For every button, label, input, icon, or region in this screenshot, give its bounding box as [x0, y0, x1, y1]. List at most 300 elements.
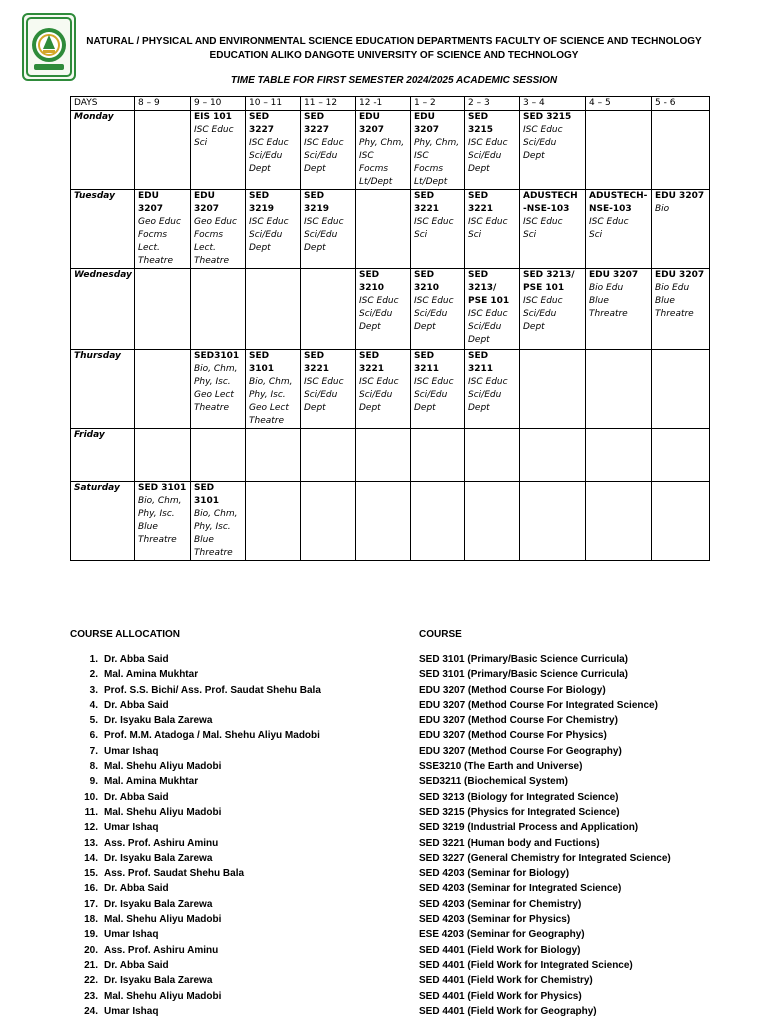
cell-line: Phy, Isc. [194, 522, 231, 532]
lecturer-item [68, 912, 321, 927]
course-code: SED 3215 [468, 112, 494, 135]
timetable-cell [356, 190, 411, 269]
course-item [419, 728, 671, 743]
list-number: 12. [84, 822, 98, 834]
cell-line: Geo Lect [194, 390, 234, 400]
timetable-cell [465, 111, 520, 190]
cell-line: Sci/Edu [304, 151, 338, 161]
cell-line: ISC Educ [304, 377, 344, 387]
university-crest-icon [24, 15, 74, 79]
cell-line: Focms [359, 164, 389, 174]
timetable-cell [652, 350, 710, 429]
cell-line: Theatre [249, 416, 285, 426]
lecturer-item [68, 667, 321, 682]
timetable-cell [301, 482, 356, 561]
cell-line: Threatre [194, 548, 233, 558]
list-number: 17. [84, 898, 98, 910]
course-item-text: SED 4203 (Seminar for Physics) [419, 914, 571, 926]
cell-line: Sci [194, 138, 208, 148]
lecturer-item-text: Dr. Abba Said [104, 699, 169, 711]
course-code: EDU 3207 [589, 270, 639, 280]
timetable-cell [135, 269, 191, 350]
header-slot: 10 – 11 [246, 97, 301, 111]
course-item-text: SED 3213 (Biology for Integrated Science) [419, 791, 619, 803]
list-number: 21. [84, 959, 98, 971]
timetable-cell [301, 429, 356, 482]
cell-line: ISC Educ [194, 125, 234, 135]
timetable-cell [191, 111, 246, 190]
course-code: SED 3221 [304, 351, 330, 374]
cell-line: Sci/Edu [414, 309, 448, 319]
list-number: 24. [84, 1005, 98, 1017]
cell-line: ISC Educ [468, 377, 508, 387]
course-item-text: SED 3101 (Primary/Basic Science Curricula) [419, 669, 628, 681]
cell-line: Phy, Isc. [138, 509, 175, 519]
cell-line: Lt/Dept [414, 177, 448, 187]
timetable [70, 96, 710, 561]
timetable-cell [586, 190, 652, 269]
cell-line: Threatre [655, 309, 694, 319]
cell-line: ISC Educ [589, 217, 629, 227]
lecturer-item-text: Prof. M.M. Atadoga / Mal. Shehu Aliyu Madobi [104, 730, 320, 742]
timetable-cell [356, 429, 411, 482]
course-code: SED 3227 [304, 112, 330, 135]
course-code: EDU 3207 [359, 112, 385, 135]
course-item [419, 927, 671, 942]
list-number: 7. [89, 745, 98, 757]
lecturer-item-text: Umar Ishaq [104, 929, 159, 941]
cell-line: Blue [138, 522, 158, 532]
header-slot: 4 – 5 [586, 97, 652, 111]
timetable-cell [135, 350, 191, 429]
timetable-cell [411, 269, 465, 350]
timetable-cell [191, 429, 246, 482]
cell-line: Theatre [194, 256, 230, 266]
timetable-cell [652, 482, 710, 561]
course-code: SED 3219 [304, 191, 330, 214]
lecturer-item [68, 728, 321, 743]
course-item [419, 683, 671, 698]
cell-line: Phy, Chm, [359, 138, 405, 148]
header-slot: 1 – 2 [411, 97, 465, 111]
list-number: 13. [84, 837, 98, 849]
lecturer-item [68, 744, 321, 759]
lecturer-item-text: Dr. Isyaku Bala Zarewa [104, 715, 213, 727]
cell-line: Blue [655, 296, 675, 306]
timetable-cell [520, 111, 586, 190]
cell-line: ISC Educ [523, 296, 563, 306]
cell-line: Sci/Edu [468, 322, 502, 332]
cell-line: Sci [523, 230, 537, 240]
course-item [419, 774, 671, 789]
cell-line: Focms [194, 230, 224, 240]
course-code: SED 3221 [468, 191, 494, 214]
lecturer-item-text: Dr. Isyaku Bala Zarewa [104, 898, 213, 910]
course-item [419, 713, 671, 728]
cell-line: Geo Educ [138, 217, 181, 227]
header-line-1: NATURAL / PHYSICAL AND ENVIRONMENTAL SCIENCE EDUCATION DEPARTMENTS FACULTY OF SCIENCE AND TECHNOLOGY [86, 36, 702, 47]
cell-line: Theatre [194, 403, 230, 413]
lecturer-item-text: Mal. Amina Mukhtar [104, 776, 199, 788]
timetable-cell [465, 190, 520, 269]
course-code: SED 3101 [138, 483, 187, 493]
cell-line: Sci/Edu [304, 390, 338, 400]
cell-line: Theatre [138, 256, 174, 266]
timetable-cell [356, 482, 411, 561]
lecturer-item-text: Dr. Isyaku Bala Zarewa [104, 852, 213, 864]
cell-line: ISC Educ [414, 217, 454, 227]
course-code: SED 3101 [249, 351, 275, 374]
cell-line: Bio, Chm, [249, 377, 293, 387]
timetable-cell [652, 190, 710, 269]
course-item [419, 790, 671, 805]
course-item [419, 897, 671, 912]
timetable-cell [191, 350, 246, 429]
cell-line: Sci/Edu [249, 230, 283, 240]
cell-line: ISC Educ [523, 125, 563, 135]
lecturer-item [68, 713, 321, 728]
header-line-2: EDUCATION ALIKO DANGOTE UNIVERSITY OF SCIENCE AND TECHNOLOGY [209, 50, 579, 61]
timetable-cell [246, 429, 301, 482]
cell-line: Sci/Edu [468, 151, 502, 161]
list-number: 9. [89, 776, 98, 788]
timetable-cell [520, 350, 586, 429]
timetable-cell [652, 429, 710, 482]
lecturer-item-text: Umar Ishaq [104, 822, 159, 834]
cell-line: Blue [194, 535, 214, 545]
timetable-row-wednesday [71, 269, 710, 350]
cell-line: Sci/Edu [249, 151, 283, 161]
cell-line: Threatre [589, 309, 628, 319]
lecturer-item [68, 958, 321, 973]
course-item [419, 698, 671, 713]
day-label: Wednesday [71, 269, 135, 350]
lecturer-item-text: Ass. Prof. Ashiru Aminu [104, 837, 219, 849]
header-departments [84, 35, 704, 63]
course-item-text: SED 3101 (Primary/Basic Science Curricula) [419, 654, 628, 665]
course-item-text: SED 4203 (Seminar for Integrated Science) [419, 883, 622, 895]
course-item [419, 652, 671, 667]
list-number: 3. [89, 684, 98, 696]
course-code: SED 3215 [523, 112, 572, 122]
timetable-cell [135, 111, 191, 190]
timetable-cell [586, 350, 652, 429]
header-slot: 8 – 9 [135, 97, 191, 111]
lecturer-item-text: Dr. Abba Said [104, 959, 169, 971]
cell-line: Dept [523, 322, 545, 332]
list-number: 1. [89, 654, 98, 665]
timetable-cell [246, 111, 301, 190]
course-code: SED 3221 [359, 351, 385, 374]
cell-line: Bio Edu [589, 283, 624, 293]
cell-line: Dept [414, 322, 436, 332]
cell-line: ISC Educ [249, 138, 289, 148]
timetable-cell [246, 269, 301, 350]
cell-line: Sci [589, 230, 603, 240]
cell-line: Threatre [138, 535, 177, 545]
timetable-cell [246, 482, 301, 561]
header-slot: 5 - 6 [652, 97, 710, 111]
cell-line: Bio Edu [655, 283, 690, 293]
course-column-title: COURSE [419, 629, 462, 640]
timetable-cell [246, 190, 301, 269]
day-label: Tuesday [71, 190, 135, 269]
lecturer-item [68, 805, 321, 820]
timetable-cell [191, 190, 246, 269]
cell-line: Dept [249, 243, 271, 253]
cell-line: Sci/Edu [359, 309, 393, 319]
timetable-cell [301, 350, 356, 429]
course-item [419, 836, 671, 851]
cell-line: ISC Educ [468, 217, 508, 227]
course-item-text: SED 4401 (Field Work for Integrated Science) [419, 959, 633, 971]
course-item [419, 1004, 671, 1019]
cell-line: Dept [468, 335, 490, 345]
course-list [419, 652, 671, 1019]
lecturer-item-text: Dr. Abba Said [104, 654, 169, 665]
list-number: 18. [84, 914, 98, 926]
course-code: ADUSTECH- [589, 191, 648, 201]
timetable-cell [586, 269, 652, 350]
cell-line: ISC Educ [359, 296, 399, 306]
course-code: EDU 3207 [194, 191, 220, 214]
timetable-cell [191, 482, 246, 561]
day-label: Friday [71, 429, 135, 482]
cell-line: ISC Educ [468, 309, 508, 319]
cell-line: Focms [138, 230, 168, 240]
lecturer-item [68, 897, 321, 912]
lecturer-item-text: Prof. S.S. Bichi/ Ass. Prof. Saudat Shehu Bala [104, 684, 321, 696]
timetable-title: TIME TABLE FOR FIRST SEMESTER 2024/2025 ACADEMIC SESSION [230, 75, 558, 86]
course-item [419, 744, 671, 759]
cell-line: Lect. [194, 243, 216, 253]
course-code: SED 3211 [468, 351, 494, 374]
timetable-row-tuesday [71, 190, 710, 269]
course-item [419, 805, 671, 820]
cell-line: Dept [468, 164, 490, 174]
lecturer-item-text: Dr. Abba Said [104, 883, 169, 895]
course-code: EDU 3207 [414, 112, 440, 135]
header-slot: 2 – 3 [465, 97, 520, 111]
lecturer-item [68, 820, 321, 835]
timetable-cell [246, 350, 301, 429]
cell-line: Bio [655, 204, 670, 214]
lecturer-item-text: Ass. Prof. Ashiru Aminu [104, 944, 219, 956]
timetable-cell [520, 429, 586, 482]
cell-line: Bio, Chm, [194, 509, 238, 519]
lecturer-item-text: Umar Ishaq [104, 745, 159, 757]
list-number: 19. [84, 929, 98, 941]
list-number: 6. [89, 730, 98, 742]
cell-line: ISC Educ [249, 217, 289, 227]
cell-line: Dept [468, 403, 490, 413]
timetable-cell [411, 350, 465, 429]
cell-line: Dept [304, 164, 326, 174]
timetable-cell [301, 269, 356, 350]
course-item [419, 866, 671, 881]
cell-line: Sci/Edu [414, 390, 448, 400]
header-slot: 9 – 10 [191, 97, 246, 111]
timetable-cell [652, 269, 710, 350]
list-number: 5. [89, 715, 98, 727]
header-slot: 3 – 4 [520, 97, 586, 111]
course-item-text: SED 4401 (Field Work for Geography) [419, 1005, 597, 1017]
lecturer-item [68, 836, 321, 851]
lecturer-item [68, 973, 321, 988]
lecturer-item-text: Mal. Shehu Aliyu Madobi [104, 990, 222, 1002]
cell-line: Dept [523, 151, 545, 161]
course-code: SED 3213/ [523, 270, 575, 280]
course-item [419, 943, 671, 958]
lecturer-item-text: Mal. Shehu Aliyu Madobi [104, 806, 222, 818]
list-number: 16. [84, 883, 98, 895]
header-slot: 11 – 12 [301, 97, 356, 111]
timetable-cell [135, 190, 191, 269]
cell-line: Dept [414, 403, 436, 413]
cell-line: Geo Lect [249, 403, 289, 413]
course-code: SED 3227 [249, 112, 275, 135]
timetable-cell [520, 190, 586, 269]
course-item-text: EDU 3207 (Method Course For Physics) [419, 730, 607, 742]
cell-line: Phy, Isc. [194, 377, 231, 387]
course-code: SED 3211 [414, 351, 440, 374]
cell-line: Dept [359, 403, 381, 413]
course-item-text: EDU 3207 (Method Course For Chemistry) [419, 715, 618, 727]
cell-line: -NSE-103 [523, 204, 570, 214]
cell-line: Lect. [138, 243, 160, 253]
timetable-cell [586, 111, 652, 190]
timetable-cell [586, 482, 652, 561]
cell-line: ISC Educ [523, 217, 563, 227]
list-number: 11. [84, 806, 98, 818]
timetable-cell [301, 190, 356, 269]
course-item [419, 667, 671, 682]
list-number: 23. [84, 990, 98, 1002]
timetable-cell [520, 269, 586, 350]
timetable-cell [652, 111, 710, 190]
timetable-cell [465, 482, 520, 561]
course-item [419, 851, 671, 866]
cell-line: Sci [414, 230, 428, 240]
course-allocation-title: COURSE ALLOCATION [70, 629, 180, 640]
course-code: EDU 3207 [655, 270, 705, 280]
course-code: SED 3221 [414, 191, 440, 214]
timetable-cell [520, 482, 586, 561]
lecturer-item [68, 774, 321, 789]
lecturer-item [68, 698, 321, 713]
timetable-row-thursday [71, 350, 710, 429]
timetable-cell [465, 350, 520, 429]
course-code: SED 3101 [194, 483, 220, 506]
course-item-text: SSE3210 (The Earth and Universe) [419, 761, 583, 773]
cell-line: ISC [359, 151, 374, 161]
cell-line: Phy, Chm, [414, 138, 460, 148]
cell-line: ISC Educ [304, 217, 344, 227]
timetable-cell [411, 429, 465, 482]
course-item-text: SED 4203 (Seminar for Biology) [419, 868, 570, 880]
cell-line: Bio, Chm, [138, 496, 182, 506]
course-item-text: SED 3227 (General Chemistry for Integrated Science) [419, 852, 671, 864]
course-item-text: EDU 3207 (Method Course For Biology) [419, 684, 606, 696]
lecturer-item [68, 790, 321, 805]
timetable-cell [301, 111, 356, 190]
lecturer-item [68, 866, 321, 881]
course-item-text: SED 4401 (Field Work for Biology) [419, 944, 581, 956]
course-item-text: SED 3215 (Physics for Integrated Science) [419, 806, 620, 818]
cell-line: Phy, Isc. [249, 390, 286, 400]
lecturer-item-text: Dr. Isyaku Bala Zarewa [104, 975, 213, 987]
header-days: DAYS [71, 97, 135, 111]
cell-line: Bio, Chm, [194, 364, 238, 374]
course-item [419, 881, 671, 896]
cell-line: PSE 101 [468, 296, 510, 306]
lecturer-item [68, 1004, 321, 1019]
header-slot: 12 -1 [356, 97, 411, 111]
cell-line: Dept [249, 164, 271, 174]
timetable-row-friday [71, 429, 710, 482]
course-code: EDU 3207 [138, 191, 164, 214]
list-number: 2. [89, 669, 98, 681]
course-code: SED 3219 [249, 191, 275, 214]
cell-line: NSE-103 [589, 204, 632, 214]
course-item [419, 820, 671, 835]
course-item-text: SED 3219 (Industrial Process and Application) [419, 822, 639, 834]
timetable-cell [356, 111, 411, 190]
course-item [419, 958, 671, 973]
timetable-cell [411, 190, 465, 269]
course-code: SED [468, 270, 489, 280]
timetable-cell [586, 429, 652, 482]
course-item-text: SED 4203 (Seminar for Chemistry) [419, 898, 582, 910]
cell-line: Geo Educ [194, 217, 237, 227]
cell-line: Blue [589, 296, 609, 306]
timetable-cell [356, 350, 411, 429]
list-number: 20. [84, 944, 98, 956]
course-item [419, 973, 671, 988]
timetable-cell [356, 269, 411, 350]
list-number: 22. [84, 975, 98, 987]
cell-line: ISC Educ [359, 377, 399, 387]
timetable-cell [465, 429, 520, 482]
cell-line: 3213/ [468, 283, 497, 293]
lecturer-item-text: Mal. Shehu Aliyu Madobi [104, 914, 222, 926]
course-item-text: EDU 3207 (Method Course For Geography) [419, 745, 622, 757]
cell-line: ISC Educ [304, 138, 344, 148]
cell-line: Sci/Edu [304, 230, 338, 240]
cell-line: Sci/Edu [359, 390, 393, 400]
cell-line: Lt/Dept [359, 177, 393, 187]
lecturer-item [68, 989, 321, 1004]
list-number: 8. [89, 761, 98, 773]
timetable-cell [465, 269, 520, 350]
course-item-text: SED 4401 (Field Work for Chemistry) [419, 975, 593, 987]
timetable-cell [411, 111, 465, 190]
lecturer-item [68, 683, 321, 698]
university-logo [22, 13, 76, 81]
lecturer-item [68, 652, 321, 667]
cell-line: ISC Educ [468, 138, 508, 148]
course-item-text: SED 3221 (Human body and Fuctions) [419, 837, 600, 849]
timetable-cell [135, 429, 191, 482]
course-item-text: EDU 3207 (Method Course For Integrated Science) [419, 699, 658, 711]
lecturer-item [68, 943, 321, 958]
timetable-cell [191, 269, 246, 350]
cell-line: Sci/Edu [523, 309, 557, 319]
cell-line: Sci/Edu [468, 390, 502, 400]
day-label: Thursday [71, 350, 135, 429]
list-number: 10. [84, 791, 98, 803]
course-code: SED 3210 [414, 270, 440, 293]
